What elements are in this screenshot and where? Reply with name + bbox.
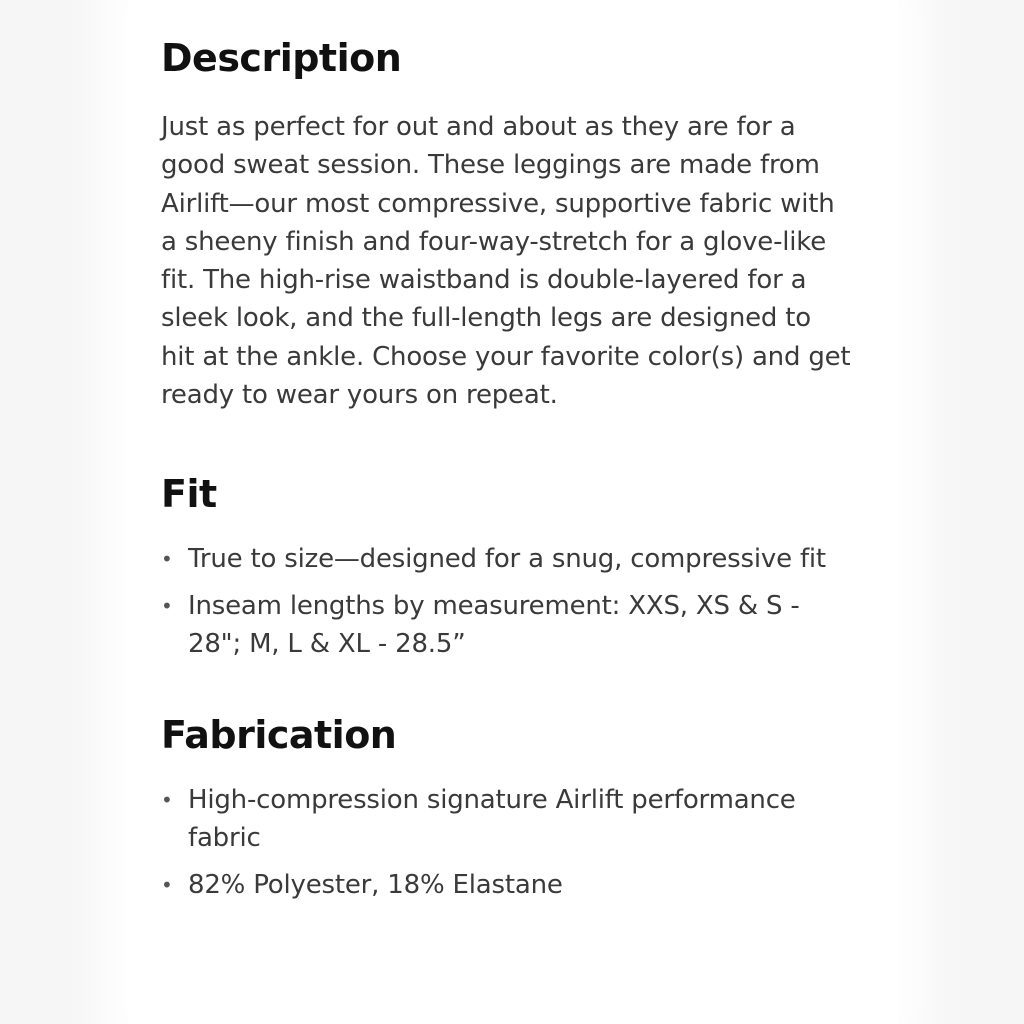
list-item [161,781,838,857]
bullet-icon: • [161,594,173,619]
description-text: Just as perfect for out and about as they are for a good sweat session. These leggings are made from Airlift—our most compressive, supportive fabric with a sheeny finish and four-way-stretch for a glove-like fit. The high-rise waistband is double-layered for a sleek look, and the full-length legs are designed to hit at the ankle. Choose your favorite color(s) and get ready to wear yours on repeat. [161,112,851,411]
fabrication-list [161,781,861,904]
fabrication-heading: Fabrication [161,713,397,758]
list-item [161,540,838,578]
fabrication-item-text: 82% Polyester, 18% Elastane [188,870,563,901]
fit-item-text: True to size—designed for a snug, compressive fit [188,544,826,575]
list-item [161,866,838,904]
bullet-icon: • [161,788,173,813]
fabrication-item-text: High-compression signature Airlift performance fabric [188,785,796,854]
bullet-icon: • [161,873,173,898]
product-details-content [161,34,861,913]
fit-heading: Fit [161,472,217,517]
description-section [161,34,861,414]
description-heading: Description [161,36,402,80]
fit-section [161,470,861,663]
list-item [161,587,838,663]
fit-list [161,540,861,663]
fabrication-section [161,711,861,904]
bullet-icon: • [161,547,173,572]
fit-item-text: Inseam lengths by measurement: XXS, XS & S - 28"; M, L & XL - 28.5” [188,591,800,660]
